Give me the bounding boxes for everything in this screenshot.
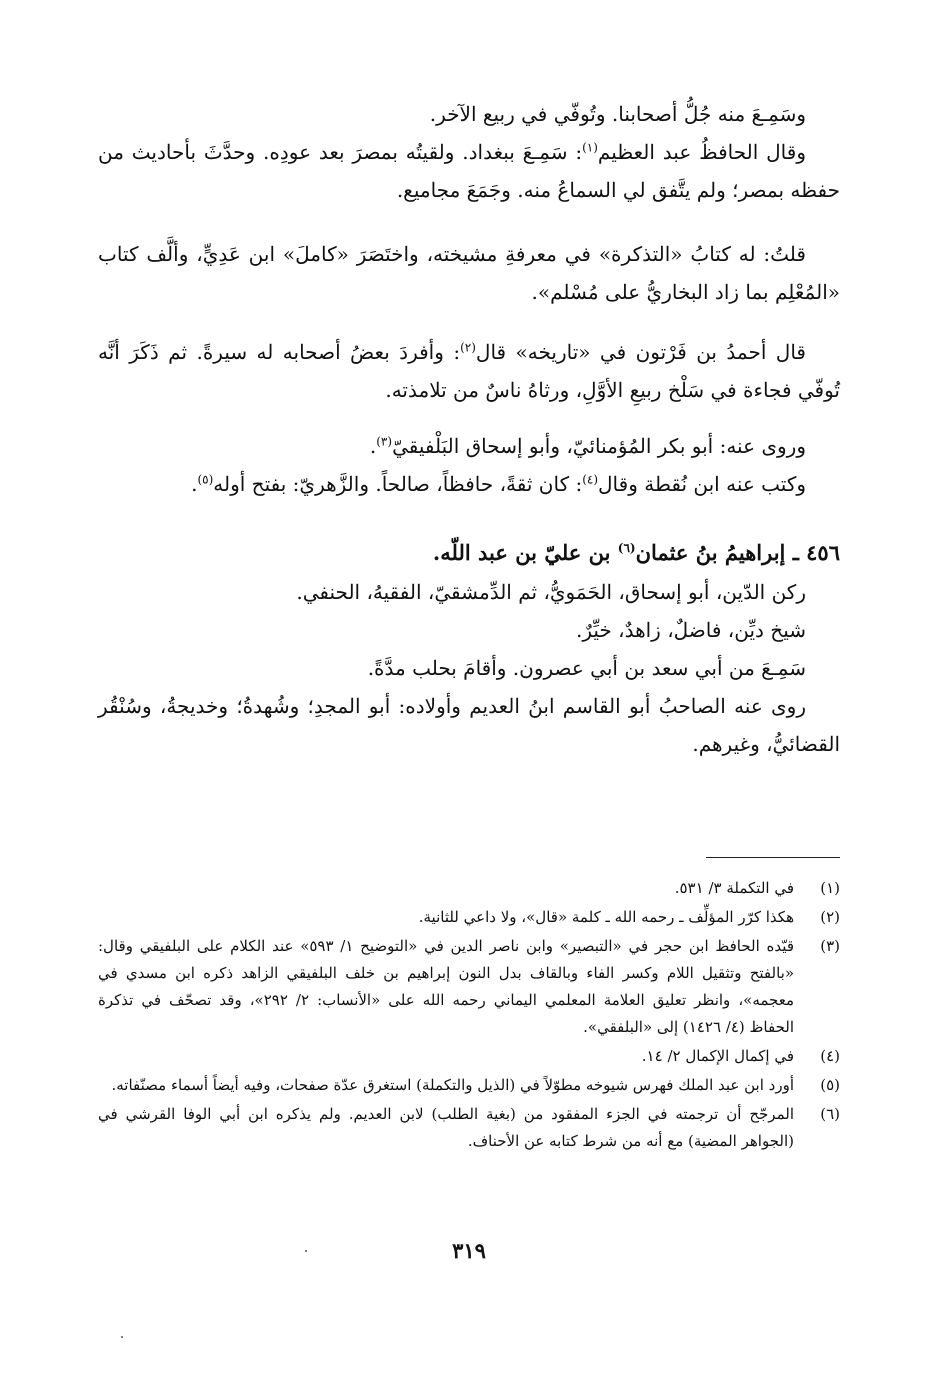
paragraph-4	[98, 333, 840, 409]
paragraph-6-text-b: : كان ثقةً، حافظاً، صالحاً. والزَّهريّ: بفتح أوله	[213, 472, 583, 496]
paragraph-6-text-a: وكتب عنه ابن نُقطة وقال	[598, 472, 806, 496]
scan-speck	[305, 1250, 307, 1252]
page-number: ٣١٩	[452, 1238, 486, 1263]
paragraph-2-text-b: : سَمِـعَ ببغداد. ولقيتُه بمصرَ بعد عودِه. وحدَّثَ بأحاديث من حفظه بمصر؛ ولم يتَّفق لي السماعُ منه. وجَمَعَ مجاميع.	[98, 140, 840, 202]
footnote-ref-1[interactable]: (١)	[582, 140, 598, 155]
footnotes	[98, 875, 840, 1157]
footnote-ref-4[interactable]: (٤)	[582, 472, 599, 487]
paragraph-2	[98, 133, 840, 209]
footnote-ref-5[interactable]: (٥)	[197, 472, 214, 487]
paragraph-6-text-c: .	[191, 472, 198, 496]
paragraph-1-text: وسَمِـعَ منه جُلُّ أصحابنا. وتُوفّي في ربيع الآخر.	[429, 102, 806, 126]
footnote-text: في إكمال الإكمال ٢/ ١٤.	[641, 1047, 794, 1065]
footnote-item	[98, 904, 840, 931]
footnote-item	[98, 1101, 840, 1155]
entry-heading-text-a: ٤٥٦ ـ إبراهيمُ بنُ عثمان	[635, 540, 840, 565]
paragraph-2-text-a: وقال الحافظُ عبد العظيم	[597, 140, 806, 164]
paragraph-5-text-b: .	[369, 434, 377, 458]
footnote-text: في التكملة ٣/ ٥٣١.	[674, 879, 794, 897]
paragraph-5	[98, 427, 840, 465]
paragraph-6	[98, 465, 840, 503]
footnote-number: (٣)	[820, 937, 840, 955]
footnote-item	[98, 1043, 840, 1070]
footnote-text: قيّده الحافظ ابن حجر في «التبصير» وابن ناصر الدين في «التوضيح ١/ ٥٩٣» عند الكلام على البلفيقي وقال: «بالفتح وتثقيل اللام وكسر الفاء وبالقاف بدل النون إبراهيم بن خلف البلفيقي الزاهد ذكره ابن مسدي في معجمه»، وانظر تعليق العلامة المعلمي اليماني رحمه الله على «الأنساب: ٢/ ٢٩٢»، وقد تصحّف في تذكرة الحفاظ (٤/ ١٤٢٦) إلى «البلفقي».	[98, 937, 795, 1036]
entry-heading	[98, 533, 840, 573]
footnote-divider	[706, 857, 840, 858]
paragraph-5-text-a: وروى عنه: أبو بكر المُؤمنائيّ، وأبو إسحاق البَلْفيقيّ	[392, 434, 806, 458]
footnote-text: المرجّح أن ترجمته في الجزء المفقود من (بغية الطلب) لابن العديم. ولم يذكره ابن أبي الوفا القرشي في (الجواهر المضية) مع أنه من شرط كتابه عن الأحناف.	[98, 1105, 794, 1150]
footnote-number: (١)	[820, 879, 840, 897]
paragraph-4-text-a: قال أحمدُ بن فَرْتون في «تاريخه» قال	[475, 340, 806, 364]
scan-speck	[121, 1336, 123, 1338]
paragraph-3	[98, 235, 840, 311]
paragraph-3-text: قلتُ: له كتابُ «التذكرة» في معرفةِ مشيخته، واختَصَرَ «كاملَ» ابن عَدِيٍّ، وألَّف كتاب «المُعْلِم بما زاد البخاريُّ على مُسْلم».	[98, 242, 840, 304]
paragraph-1	[98, 95, 840, 133]
footnote-item	[98, 933, 840, 1041]
footnote-number: (٤)	[820, 1047, 840, 1065]
entry-line-4: روى عنه الصاحبُ أبو القاسم ابنُ العديم وأولاده: أبو المجدِ؛ وشُهدةُ؛ وخديجةُ، وسُنْقُر القضائيُّ، وغيرهم.	[98, 694, 840, 756]
entry-heading-text-b: بن عليّ بن عبد اللّه.	[432, 540, 618, 565]
footnote-item	[98, 1072, 840, 1099]
footnote-ref-3[interactable]: (٣)	[376, 434, 393, 449]
paragraph-4-text-b: : وأفردَ بعضُ أصحابه له سيرةً. ثم ذَكَرَ أنَّه تُوفّي فجاءة في سَلْخ ربيعِ الأوَّلِ، ورثاهُ ناسٌ من تلامذته.	[98, 340, 840, 402]
footnote-number: (٦)	[820, 1105, 840, 1123]
footnote-ref-2[interactable]: (٢)	[460, 340, 476, 355]
footnote-item	[98, 875, 840, 902]
footnote-number: (٢)	[820, 908, 840, 926]
entry-line-2: شيخ ديِّن، فاضلٌ، زاهدٌ، خيِّرٌ.	[575, 618, 806, 642]
footnote-number: (٥)	[820, 1076, 840, 1094]
footnote-text: أورد ابن عبد الملك فهرس شيوخه مطوّلاً في (الذيل والتكملة) استغرق عدّة صفحات، وفيه أيضاً أسماء مصنّفاته.	[111, 1076, 794, 1094]
entry-line-3: سَمِـعَ من أبي سعد بن أبي عصرون. وأقامَ بحلب مدَّةً.	[367, 656, 806, 680]
main-text	[98, 95, 840, 763]
footnote-ref-6[interactable]: (٦)	[617, 541, 636, 555]
footnote-text: هكذا كرّر المؤلِّف ـ رحمه الله ـ كلمة «قال»، ولا داعي للثانية.	[418, 908, 794, 926]
entry-line-1: ركن الدّين، أبو إسحاق، الحَمَويُّ، ثم الدِّمشقيّ، الفقيهُ، الحنفي.	[296, 580, 806, 604]
